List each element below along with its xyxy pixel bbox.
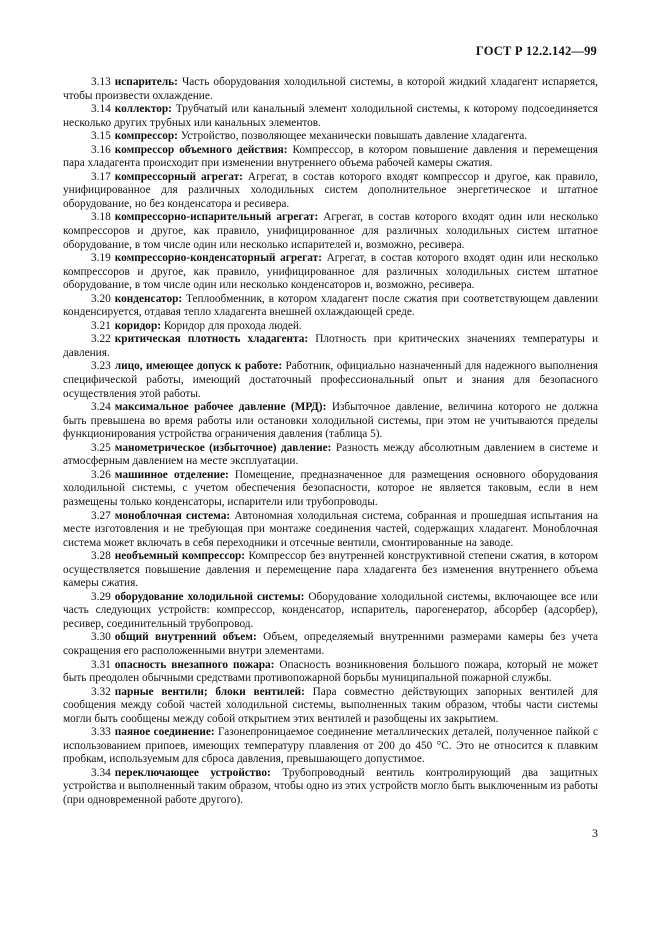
entry-number: 3.33 bbox=[91, 726, 111, 739]
definition-entry bbox=[63, 211, 598, 252]
entry-term: парные вентили; блоки вентилей: bbox=[114, 685, 305, 698]
entry-definition: Опасность возникновения большого пожара, который не может быть преодолен обычными средствами противопожарной борьбы муниципальной пожарной службы. bbox=[63, 658, 599, 685]
definition-entry bbox=[63, 510, 598, 551]
entry-number: 3.26 bbox=[91, 468, 111, 481]
entry-term: компрессорно-конденсаторный агрегат: bbox=[114, 252, 322, 265]
entry-number: 3.21 bbox=[91, 319, 111, 332]
page-number: 3 bbox=[592, 826, 598, 840]
definition-entry bbox=[63, 130, 598, 144]
definition-entry bbox=[63, 252, 598, 293]
entry-term: максимальное рабочее давление (МРД): bbox=[114, 401, 327, 414]
entry-definition: Теплообменник, в котором хладагент после сжатия при соответствующем давлении конденсируется, отдавая тепло хладагента внешней охлаждающей среде. bbox=[63, 292, 599, 319]
entry-definition: Разность между абсолютным давлением в системе и атмосферным давлением на месте эксплуатации. bbox=[63, 441, 598, 468]
entry-number: 3.13 bbox=[91, 76, 111, 88]
entry-definition: Работник, официально назначенный для надежного выполнения специфической работы, имеющий достаточный профессиональный опыт и знания для безопасного осуществления этой работы. bbox=[63, 360, 598, 400]
entry-number: 3.15 bbox=[91, 130, 111, 143]
entry-number: 3.22 bbox=[91, 333, 111, 346]
entry-definition: Газонепроницаемое соединение металлических деталей, полученное пайкой с использованием припоев, имеющих температуру плавления от 200 до 450 °С. Это не относится к плавким пробкам, используемым для сброса давления, превышающего допустимое. bbox=[63, 726, 598, 766]
entry-term: необъемный компрессор: bbox=[114, 550, 246, 563]
entry-number: 3.32 bbox=[91, 685, 111, 698]
entry-number: 3.28 bbox=[91, 550, 111, 563]
entry-definition: Агрегат, в состав которого входят один или несколько компрессоров и другое, как правило, унифицированное для различных холодильных систем штатное оборудование, в том числе один или несколько испарителей и, возможно, ресивера. bbox=[63, 211, 598, 251]
entry-number: 3.17 bbox=[91, 170, 111, 183]
entry-term: компрессорный агрегат: bbox=[114, 170, 243, 183]
entry-definition: Избыточное давление, величина которого не должна быть превышена во время работы или остановки холодильной системы, при этом не учитываются пределы функционирования устройства ограничения давления (таблица 5). bbox=[63, 401, 598, 441]
entry-definition: Коридор для прохода людей. bbox=[163, 319, 302, 332]
definition-entry bbox=[63, 686, 598, 727]
definition-entry bbox=[63, 631, 598, 658]
entry-term: коллектор: bbox=[114, 103, 172, 116]
entry-term: общий внутренний объем: bbox=[114, 631, 257, 644]
entry-term: переключающее устройство: bbox=[114, 766, 271, 779]
definition-entry bbox=[63, 333, 598, 360]
entry-number: 3.31 bbox=[91, 658, 111, 671]
entry-number: 3.18 bbox=[91, 211, 111, 224]
entry-number: 3.25 bbox=[91, 441, 111, 454]
entry-term: критическая плотность хладагента: bbox=[114, 333, 309, 346]
definition-entry bbox=[63, 76, 598, 103]
entry-term: компрессор: bbox=[114, 130, 178, 143]
entry-number: 3.24 bbox=[91, 401, 111, 414]
entry-term: компрессор объемного действия: bbox=[114, 143, 288, 156]
entry-definition: Автономная холодильная система, собранная и прошедшая испытания на месте изготовления и не требующая при монтаже соединения частей, содержащих хладагент. Моноблочная система может включать в себя переходники и отсечные вентили, смонтированные на заводе. bbox=[63, 509, 598, 549]
entry-number: 3.30 bbox=[91, 631, 111, 644]
entry-definition: Трубчатый или канальный элемент холодильной системы, к которому подсоединяется несколько других трубных или канальных элементов. bbox=[63, 103, 598, 129]
entry-number: 3.23 bbox=[91, 360, 111, 373]
definitions-list bbox=[63, 76, 598, 808]
entry-definition: Плотность при критических значениях температуры и давления. bbox=[63, 333, 598, 359]
entry-definition: Пара совместно действующих запорных вентилей для сообщения между собой частей холодильной системы, выполненных таким образом, чтобы части системы могли быть сообщены между собой открытием этих вентилей и разобщены их закрытием. bbox=[63, 685, 598, 725]
entry-term: лицо, имеющее допуск к работе: bbox=[114, 360, 283, 373]
entry-number: 3.20 bbox=[91, 292, 111, 305]
entry-term: машинное отделение: bbox=[114, 468, 229, 481]
entry-definition: Помещение, предназначенное для размещения основного оборудования холодильной системы, с учетом обеспечения безопасности, которое не является таковым, если в нем размещены только конденсаторы, испарители или трубопроводы. bbox=[63, 468, 598, 508]
entry-definition: Часть оборудования холодильной системы, в которой жидкий хладагент испаряется, чтобы произвести охлаждение. bbox=[63, 76, 598, 102]
entry-term: конденсатор: bbox=[114, 292, 183, 305]
entry-term: опасность внезапного пожара: bbox=[114, 658, 275, 671]
entry-definition: Агрегат, в состав которого входят один или несколько компрессоров и другое, как правило, унифицированное для различных холодильных систем штатное оборудование, в том числе один или несколько конденсаторов и, возможно, ресивера. bbox=[63, 252, 598, 292]
entry-definition: Компрессор, в котором повышение давления и перемещения пара хладагента происходит при изменении внутреннего объема рабочей камеры сжатия. bbox=[63, 143, 598, 170]
entry-number: 3.34 bbox=[91, 766, 111, 779]
definition-entry bbox=[63, 726, 598, 767]
definition-entry bbox=[63, 659, 598, 686]
entry-definition: Устройство, позволяющее механически повышать давление хладагента. bbox=[180, 130, 528, 143]
entry-definition: Агрегат, в состав которого входят компрессор и другое, как правило, унифицированное для различных холодильных систем дополнительное энергетическое и штатное оборудование, но без конденсатора и ресивера. bbox=[63, 170, 598, 210]
entry-number: 3.27 bbox=[91, 509, 111, 522]
definition-entry bbox=[63, 171, 598, 212]
entry-term: оборудование холодильной системы: bbox=[114, 590, 305, 603]
entry-definition: Оборудование холодильной системы, включающее все или часть следующих устройств: компрессор, конденсатор, испаритель, парогенератор, абсорбер (адсорбер), ресивер, соединительный трубопровод. bbox=[63, 590, 598, 630]
definition-entry bbox=[63, 591, 598, 632]
definition-entry bbox=[63, 144, 598, 171]
definition-entry bbox=[63, 442, 598, 469]
entry-term: манометрическое (избыточное) давление: bbox=[114, 441, 332, 454]
entry-definition: Объем, определяемый внутренними размерами камеры без учета сокращения его расположенными внутри элементами. bbox=[63, 631, 598, 657]
standard-header: ГОСТ Р 12.2.142—99 bbox=[475, 44, 597, 58]
definition-entry bbox=[63, 401, 598, 442]
entry-term: коридор: bbox=[114, 319, 161, 332]
definition-entry bbox=[63, 293, 598, 320]
definition-entry bbox=[63, 103, 598, 130]
definition-entry bbox=[63, 767, 598, 808]
definition-entry bbox=[63, 550, 598, 591]
entry-term: моноблочная система: bbox=[114, 509, 231, 522]
definition-entry bbox=[63, 360, 598, 401]
entry-number: 3.16 bbox=[91, 143, 111, 156]
entry-number: 3.29 bbox=[91, 590, 111, 603]
entry-definition: Трубопроводный вентиль контролирующий два защитных устройства и выполненный таким образом, чтобы одно из этих устройств могло быть выключенным из работы (при одновременной работе другого). bbox=[63, 766, 599, 806]
entry-number: 3.19 bbox=[91, 252, 111, 265]
entry-term: испаритель: bbox=[114, 76, 178, 88]
definition-entry bbox=[63, 320, 598, 334]
entry-number: 3.14 bbox=[91, 103, 111, 116]
entry-definition: Компрессор без внутренней конструктивной степени сжатия, в котором осуществляется повышение давления и перемещение пара хладагента без изменения внутреннего объема камеры сжатия. bbox=[63, 550, 598, 590]
entry-term: паяное соединение: bbox=[114, 726, 215, 739]
definition-entry bbox=[63, 469, 598, 510]
entry-term: компрессорно-испарительный агрегат: bbox=[114, 211, 319, 224]
